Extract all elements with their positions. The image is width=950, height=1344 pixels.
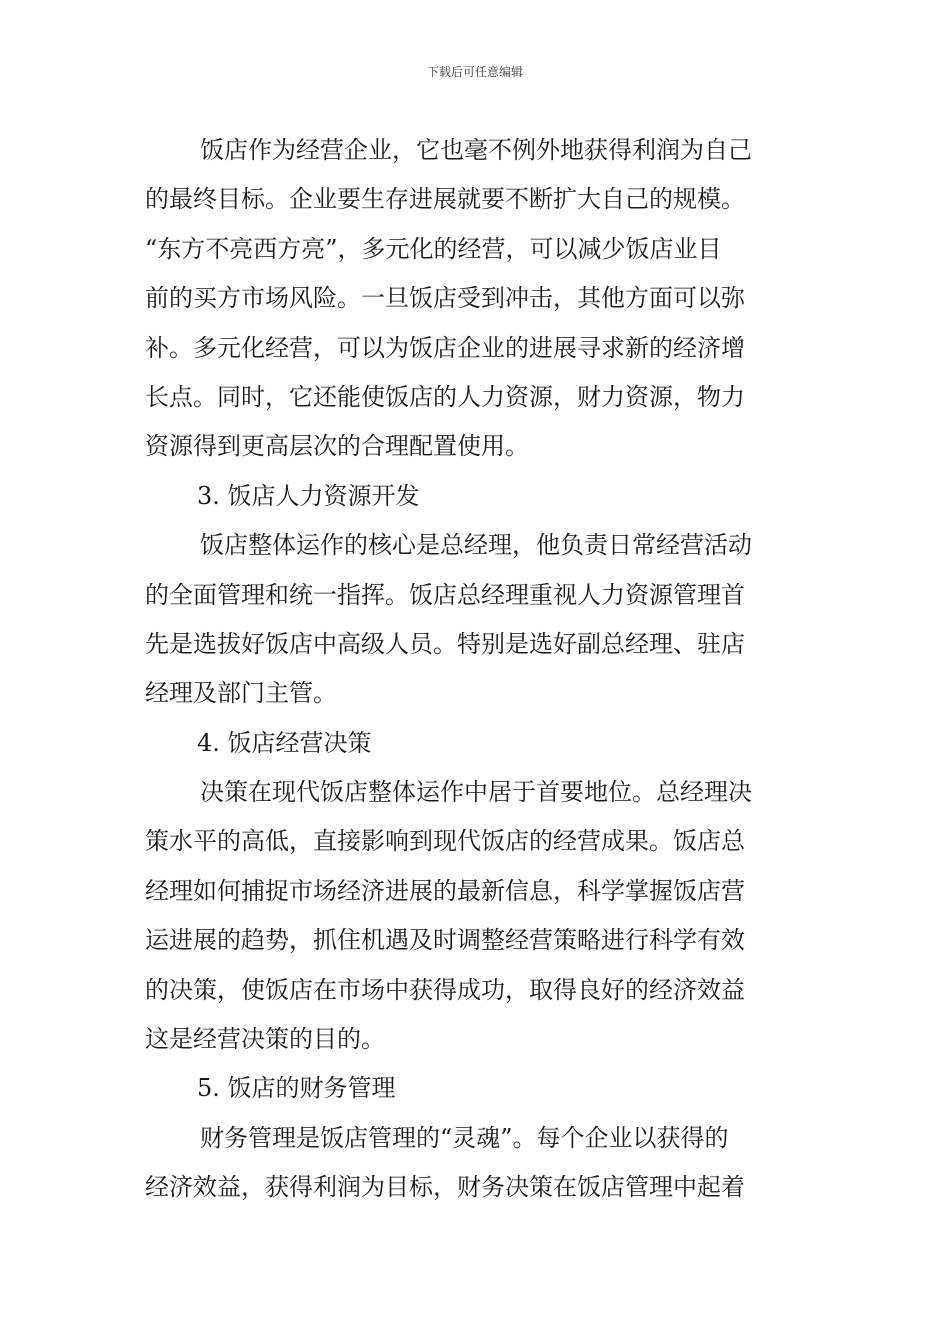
- text-line: 决策在现代饭店整体运作中居于首要地位。总经理决: [200, 778, 752, 807]
- text-line: 饭店作为经营企业，它也毫不例外地获得利润为自己: [200, 136, 752, 164]
- section-heading-text: 4. 饭店经营决策: [197, 728, 372, 757]
- text-line: 饭店整体运作的核心是总经理，他负责日常经营活动: [200, 531, 752, 560]
- text-line: 财务管理是饭店管理的“灵魂”。每个企业以获得的: [200, 1123, 729, 1152]
- paragraph: [145, 126, 810, 472]
- text-line: 这是经营决策的目的。: [145, 1025, 385, 1054]
- text-line: 策水平的高低，直接影响到现代饭店的经营成果。饭店总: [145, 827, 745, 856]
- section-heading: [145, 1064, 810, 1113]
- text-line: 长点。同时，它还能使饭店的人力资源，财力资源，物力: [145, 382, 745, 411]
- section-heading-text: 5. 饭店的财务管理: [197, 1074, 396, 1103]
- text-line: 经理及部门主管。: [145, 679, 337, 708]
- text-line: 资源得到更高层次的合理配置使用。: [145, 432, 529, 461]
- text-line: 先是选拔好饭店中高级人员。特别是选好副总经理、驻店: [145, 629, 745, 658]
- text-line: 运进展的趋势，抓住机遇及时调整经营策略进行科学有效: [145, 926, 745, 955]
- paragraph: [145, 1114, 810, 1213]
- document-body: [145, 126, 810, 1213]
- text-line: 经济效益，获得利润为目标，财务决策在饭店管理中起着: [145, 1173, 745, 1202]
- section-heading: [145, 472, 810, 521]
- text-line: 补。多元化经营，可以为饭店企业的进展寻求新的经济增: [145, 333, 745, 362]
- paragraph: [145, 768, 810, 1064]
- text-line: 的最终目标。企业要生存进展就要不断扩大自己的规模。: [145, 185, 745, 214]
- section-heading-text: 3. 饭店人力资源开发: [197, 481, 420, 510]
- text-line: 的决策，使饭店在市场中获得成功，取得良好的经济效益: [145, 975, 745, 1004]
- text-line: 的全面管理和统一指挥。饭店总经理重视人力资源管理首: [145, 580, 745, 609]
- paragraph: [145, 521, 810, 719]
- section-heading: [145, 719, 810, 768]
- text-line: “东方不亮西方亮”，多元化的经营，可以减少饭店业目: [145, 234, 722, 263]
- text-line: 前的买方市场风险。一旦饭店受到冲击，其他方面可以弥: [145, 284, 745, 313]
- text-line: 经理如何捕捉市场经济进展的最新信息，科学掌握饭店营: [145, 876, 745, 905]
- page-header: 下载后可任意编辑: [426, 65, 523, 79]
